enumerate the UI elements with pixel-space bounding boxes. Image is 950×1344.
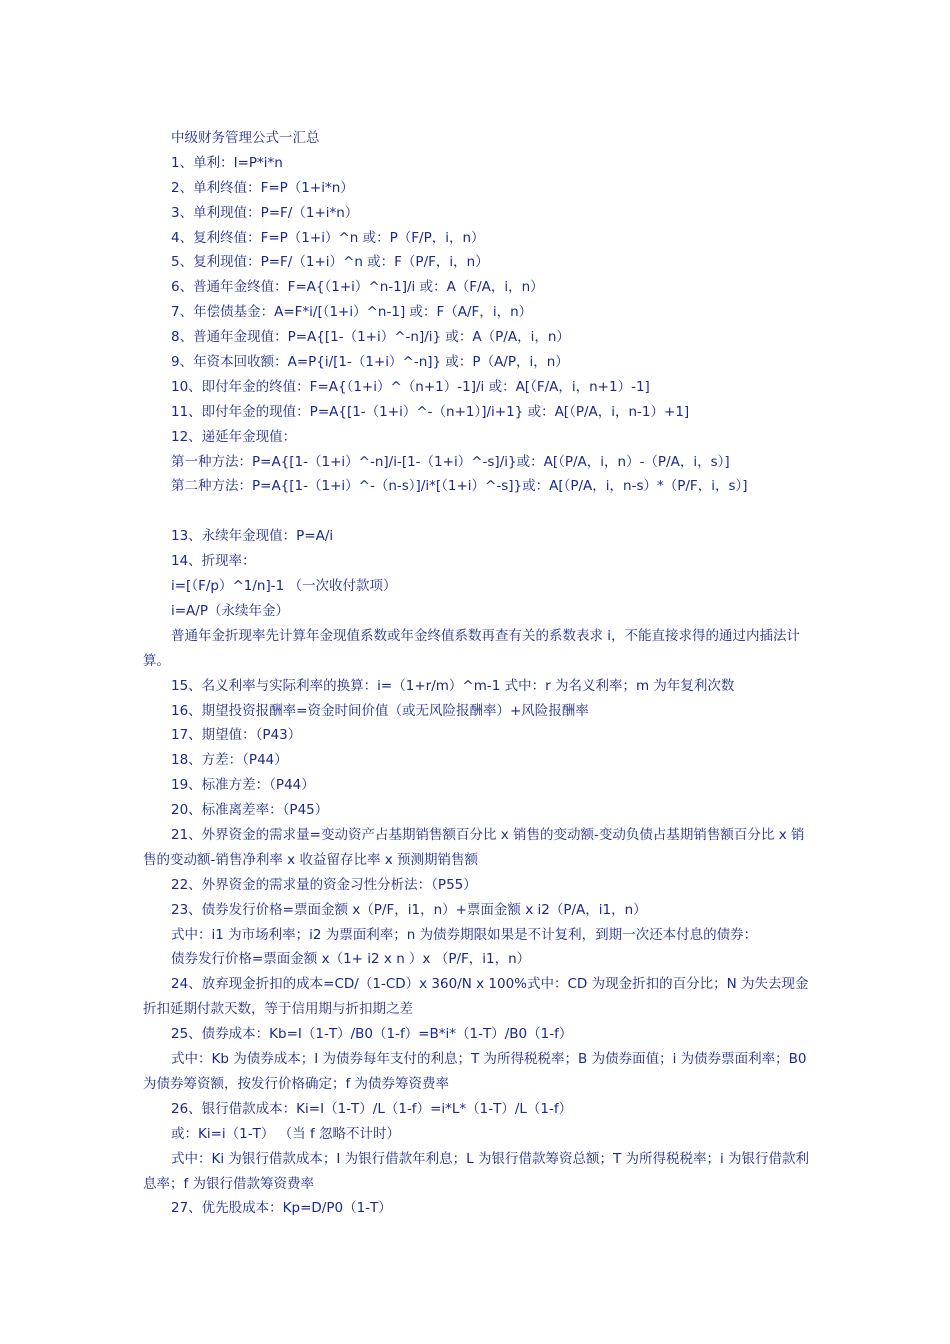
formula-line-23-note: 式中：i1 为市场利率；i2 为票面利率；n 为债券期限如果是不计复利，到期一次还本付息的债券： <box>171 926 758 943</box>
formula-line-12-method-2: 第二种方法：P=A{[1-（1+i）^-（n-s）]/i*[（1+i）^-s]}或：A[（P/A，i，n-s）*（P/F，i，s）] <box>171 478 748 495</box>
formula-line-8: 8、普通年金现值：P=A{[1-（1+i）^-n]/i} 或：A（P/A，i，n） <box>171 329 570 346</box>
document-title: 中级财务管理公式一汇总 <box>171 130 320 146</box>
formula-line-17: 17、期望值：（P43） <box>171 727 302 744</box>
formula-line-12-method-1: 第一种方法：P=A{[1-（1+i）^-n]/i-[1-（1+i）^-s]/i}或：A[（P/A，i，n）-（P/A，i，s）] <box>171 453 730 470</box>
formula-line-23-alt: 债券发行价格=票面金额 x（1+ i2 x n ）x （P/F，i1，n） <box>171 951 531 968</box>
formula-line-27: 27、优先股成本：Kp=D/P0（1-T） <box>171 1200 392 1217</box>
formula-line-14: 14、折现率： <box>171 553 256 570</box>
formula-line-24: 24、放弃现金折扣的成本=CD/（1-CD）x 360/N x 100%式中：CD 为现金折扣的百分比；N 为失去现金折扣延期付款天数，等于信用期与折扣期之差 <box>143 976 809 1018</box>
document-content <box>143 126 813 1221</box>
formula-line-20: 20、标准离差率：（P45） <box>171 802 329 819</box>
formula-line-13: 13、永续年金现值：P=A/i <box>171 528 334 545</box>
formula-line-4: 4、复利终值：F=P（1+i）^n 或：P（F/P，i，n） <box>171 229 485 246</box>
formula-line-16: 16、期望投资报酬率=资金时间价值（或无风险报酬率）+风险报酬率 <box>171 702 589 719</box>
formula-line-19: 19、标准方差：（P44） <box>171 777 315 794</box>
formula-line-2: 2、单利终值：F=P（1+i*n） <box>171 179 354 196</box>
formula-line-14-note: 普通年金折现率先计算年金现值系数或年金终值系数再查有关的系数表求 i，不能直接求得的通过内插法计算。 <box>143 627 801 669</box>
formula-line-26: 26、银行借款成本：Ki=I（1-T）/L（1-f）=i*L*（1-T）/L（1-f） <box>171 1100 573 1117</box>
formula-line-14-a: i=[（F/p）^1/n]-1 （一次收付款项） <box>171 578 397 595</box>
formula-line-23: 23、债券发行价格=票面金额 x（P/F，i1，n）+票面金额 x i2（P/A，i1，n） <box>171 901 647 918</box>
formula-line-25-note: 式中：Kb 为债券成本；I 为债券每年支付的利息；T 为所得税税率；B 为债券面值；i 为债券票面利率；B0 为债券筹资额，按发行价格确定；f 为债券筹资费率 <box>143 1051 807 1092</box>
formula-line-9: 9、年资本回收额：A=P{i/[1-（1+i）^-n]} 或：P（A/P，i，n） <box>171 354 569 371</box>
formula-line-3: 3、单利现值：P=F/（1+i*n） <box>171 204 359 221</box>
formula-line-11: 11、即付年金的现值：P=A{[1-（1+i）^-（n+1）]/i+1} 或：A[（P/A，i，n-1）+1] <box>171 403 690 420</box>
formula-line-26-note: 式中：Ki 为银行借款成本；I 为银行借款年利息；L 为银行借款筹资总额；T 为所得税税率；i 为银行借款利息率；f 为银行借款筹资费率 <box>143 1150 810 1192</box>
formula-line-26-alt: 或：Ki=i（1-T） （当 f 忽略不计时） <box>171 1125 400 1142</box>
formula-line-25: 25、债券成本：Kb=I（1-T）/B0（1-f）=B*i*（1-T）/B0（1-f） <box>171 1026 573 1043</box>
formula-line-14-b: i=A/P（永续年金） <box>171 602 289 619</box>
formula-line-21: 21、外界资金的需求量=变动资产占基期销售额百分比 x 销售的变动额-变动负债占基期销售额百分比 x 销售的变动额-销售净利率 x 收益留存比率 x 预测期销售额 <box>143 826 805 868</box>
formula-line-12: 12、递延年金现值： <box>171 428 297 445</box>
formula-line-7: 7、年偿债基金：A=F*i/[（1+i）^n-1] 或：F（A/F，i，n） <box>171 304 533 321</box>
formula-line-5: 5、复利现值：P=F/（1+i）^n 或：F（P/F，i，n） <box>171 254 489 271</box>
formula-line-10: 10、即付年金的终值：F=A{（1+i）^（n+1）-1]/i 或：A[（F/A，i，n+1）-1] <box>171 378 650 395</box>
formula-line-18: 18、方差：（P44） <box>171 752 288 769</box>
formula-line-22: 22、外界资金的需求量的资金习性分析法：（P55） <box>171 876 477 893</box>
formula-line-6: 6、普通年金终值：F=A{（1+i）^n-1]/i 或：A（F/A，i，n） <box>171 279 544 296</box>
formula-line-1: 1、单利：I=P*i*n <box>171 154 283 171</box>
formula-line-15: 15、名义利率与实际利率的换算：i=（1+r/m）^m-1 式中：r 为名义利率；m 为年复利次数 <box>171 677 735 694</box>
